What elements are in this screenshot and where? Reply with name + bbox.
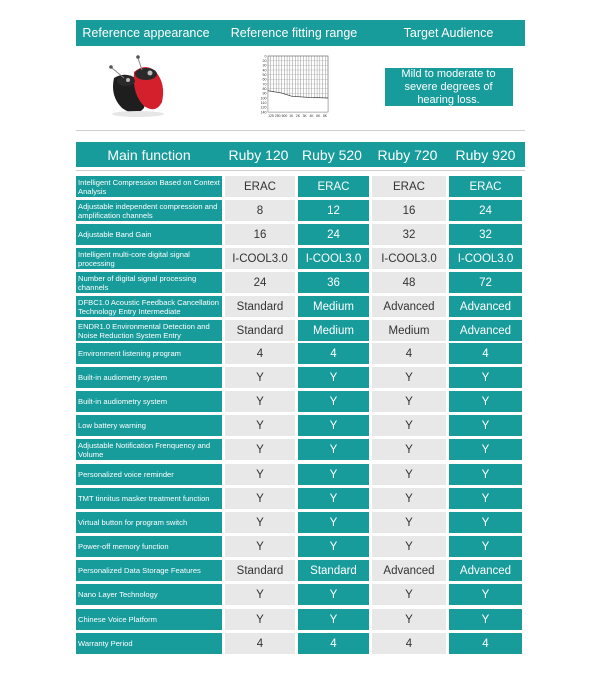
main-header	[76, 142, 525, 167]
x-tick-label: 6K	[316, 114, 321, 118]
header-reference-fitting-range: Reference fitting range	[230, 26, 358, 40]
x-tick-label: 125	[268, 114, 274, 118]
feature-value: 32	[449, 224, 522, 245]
y-tick-label: 70	[262, 82, 267, 87]
feature-label: Adjustable Band Gain	[76, 224, 222, 245]
table-row	[76, 439, 525, 460]
feature-value: 16	[225, 224, 295, 245]
feature-label: Low battery warning	[76, 415, 222, 436]
feature-value: 32	[372, 224, 446, 245]
feature-value: ERAC	[225, 176, 295, 197]
x-tick-label: 2K	[295, 114, 301, 118]
feature-value: Y	[298, 584, 369, 605]
feature-value: Y	[449, 439, 522, 460]
table-row	[76, 560, 525, 581]
x-tick-label: 250	[274, 114, 281, 118]
feature-value: Y	[225, 536, 295, 557]
feature-label: Number of digital signal processing channels	[76, 272, 222, 293]
feature-value: Y	[449, 584, 522, 605]
top-body	[76, 48, 525, 126]
feature-value: I-COOL3.0	[298, 248, 369, 269]
feature-value: ERAC	[372, 176, 446, 197]
table-row	[76, 633, 525, 654]
y-tick-label: 50	[262, 73, 267, 78]
table-row	[76, 415, 525, 436]
feature-label: DFBC1.0 Acoustic Feedback Cancellation Technology Entry Intermediate	[76, 296, 222, 317]
table-row	[76, 272, 525, 293]
feature-value: Y	[225, 391, 295, 412]
feature-value: 4	[372, 343, 446, 364]
feature-value: Y	[225, 464, 295, 485]
y-tick-label: 20	[262, 59, 267, 64]
feature-value: Y	[449, 536, 522, 557]
y-tick-label: 60	[262, 77, 267, 82]
feature-value: Y	[225, 367, 295, 388]
table-row	[76, 464, 525, 485]
model-header-ruby-720: Ruby 720	[377, 146, 438, 163]
feature-value: Medium	[372, 320, 446, 341]
table-row	[76, 488, 525, 509]
table-row	[76, 512, 525, 533]
feature-value: Y	[225, 584, 295, 605]
feature-value: Y	[449, 488, 522, 509]
feature-value: Y	[449, 367, 522, 388]
target-audience-text: Mild to moderate to severe degrees of hearing loss.	[385, 68, 513, 106]
feature-value: Advanced	[372, 560, 446, 581]
feature-label: Personalized Data Storage Features	[76, 560, 222, 581]
feature-value: Y	[449, 391, 522, 412]
header-reference-appearance: Reference appearance	[82, 26, 210, 40]
y-tick-label: 120	[260, 105, 267, 110]
feature-label: Adjustable Notification Frenquency and Volume	[76, 439, 222, 460]
feature-value: 16	[372, 200, 446, 221]
feature-value: Y	[298, 391, 369, 412]
x-tick-label: 8K	[322, 114, 328, 118]
feature-value: 4	[298, 343, 369, 364]
divider	[76, 130, 525, 131]
feature-value: Y	[298, 415, 369, 436]
feature-label: Intelligent multi-core digital signal processing	[76, 248, 222, 269]
feature-value: Y	[372, 391, 446, 412]
feature-value: Advanced	[372, 296, 446, 317]
y-tick-label: 140	[260, 110, 267, 115]
feature-value: Standard	[298, 560, 369, 581]
feature-value: Y	[225, 512, 295, 533]
table-row	[76, 343, 525, 364]
y-tick-label: 40	[262, 68, 267, 73]
feature-value: Y	[372, 439, 446, 460]
feature-value: Y	[372, 609, 446, 630]
fitting-range-chart	[216, 48, 372, 126]
feature-value: 4	[372, 633, 446, 654]
table-row	[76, 391, 525, 412]
feature-value: Y	[449, 464, 522, 485]
x-tick-label: 1K	[289, 114, 294, 118]
feature-value: Y	[372, 367, 446, 388]
feature-value: Y	[298, 488, 369, 509]
feature-value: Y	[298, 609, 369, 630]
divider	[76, 170, 525, 171]
y-tick-label: 0	[264, 54, 267, 59]
feature-value: 24	[298, 224, 369, 245]
feature-value: 24	[449, 200, 522, 221]
main-function-header: Main function	[107, 146, 191, 163]
feature-value: I-COOL3.0	[372, 248, 446, 269]
feature-value: Y	[372, 512, 446, 533]
feature-value: Y	[449, 512, 522, 533]
y-tick-label: 100	[260, 96, 267, 101]
feature-value: I-COOL3.0	[449, 248, 522, 269]
feature-value: Y	[225, 609, 295, 630]
feature-value: Standard	[225, 320, 295, 341]
feature-label: Warranty Period	[76, 633, 222, 654]
table-row	[76, 584, 525, 605]
feature-label: Virtual button for program switch	[76, 512, 222, 533]
feature-value: Y	[372, 488, 446, 509]
x-tick-label: 500	[281, 114, 288, 118]
feature-label: Intelligent Compression Based on Context Analysis	[76, 176, 222, 197]
x-tick-label: 4K	[309, 114, 314, 118]
feature-value: 12	[298, 200, 369, 221]
feature-label: Personalized voice reminder	[76, 464, 222, 485]
feature-label: Built-in audiometry system	[76, 367, 222, 388]
hearing-aid-image	[76, 48, 216, 126]
top-header	[76, 20, 525, 46]
feature-value: 4	[225, 633, 295, 654]
feature-value: ERAC	[298, 176, 369, 197]
feature-value: 8	[225, 200, 295, 221]
table-row	[76, 320, 525, 341]
feature-value: Advanced	[449, 320, 522, 341]
feature-value: Y	[298, 464, 369, 485]
x-tick-label: 3K	[302, 114, 307, 118]
feature-label: Built-in audiometry system	[76, 391, 222, 412]
y-tick-label: 90	[262, 91, 267, 96]
feature-label: TMT tinnitus masker treatment function	[76, 488, 222, 509]
feature-value: 48	[372, 272, 446, 293]
table-row	[76, 224, 525, 245]
feature-value: Medium	[298, 296, 369, 317]
feature-value: Y	[298, 512, 369, 533]
feature-value: 72	[449, 272, 522, 293]
table-row	[76, 248, 525, 269]
feature-label: Nano Layer Technology	[76, 584, 222, 605]
feature-value: Y	[372, 415, 446, 436]
feature-value: Standard	[225, 560, 295, 581]
table-row	[76, 200, 525, 221]
header-target-audience: Target Audience	[403, 26, 494, 40]
feature-label: Adjustable independent compression and amplification channels	[76, 200, 222, 221]
feature-value: 24	[225, 272, 295, 293]
feature-value: Y	[372, 536, 446, 557]
feature-value: Y	[449, 609, 522, 630]
feature-value: Advanced	[449, 560, 522, 581]
feature-value: 4	[449, 343, 522, 364]
feature-value: Y	[372, 464, 446, 485]
feature-value: Medium	[298, 320, 369, 341]
feature-value: ERAC	[449, 176, 522, 197]
feature-value: Y	[298, 439, 369, 460]
feature-value: Y	[225, 488, 295, 509]
model-header-ruby-520: Ruby 520	[302, 146, 362, 163]
feature-label: ENDR1.0 Environmental Detection and Noise Reduction System Entry	[76, 320, 222, 341]
feature-value: Standard	[225, 296, 295, 317]
feature-label: Power-off memory function	[76, 536, 222, 557]
table-row	[76, 609, 525, 630]
feature-value: Y	[449, 415, 522, 436]
table-row	[76, 176, 525, 197]
feature-value: Y	[225, 439, 295, 460]
feature-value: 4	[449, 633, 522, 654]
table-row	[76, 367, 525, 388]
model-header-ruby-120: Ruby 120	[228, 146, 289, 163]
y-tick-label: 80	[262, 87, 267, 92]
table-row	[76, 296, 525, 317]
table-row	[76, 536, 525, 557]
y-tick-label: 110	[260, 101, 267, 106]
model-header-ruby-920: Ruby 920	[455, 146, 516, 163]
feature-label: Environment listening program	[76, 343, 222, 364]
feature-label: Chinese Voice Platform	[76, 609, 222, 630]
feature-value: Y	[298, 367, 369, 388]
feature-value: 4	[298, 633, 369, 654]
feature-value: 4	[225, 343, 295, 364]
feature-value: Y	[372, 584, 446, 605]
y-tick-label: 30	[262, 63, 267, 68]
feature-value: 36	[298, 272, 369, 293]
feature-value: Y	[298, 536, 369, 557]
feature-value: Y	[225, 415, 295, 436]
feature-value: Advanced	[449, 296, 522, 317]
feature-value: I-COOL3.0	[225, 248, 295, 269]
